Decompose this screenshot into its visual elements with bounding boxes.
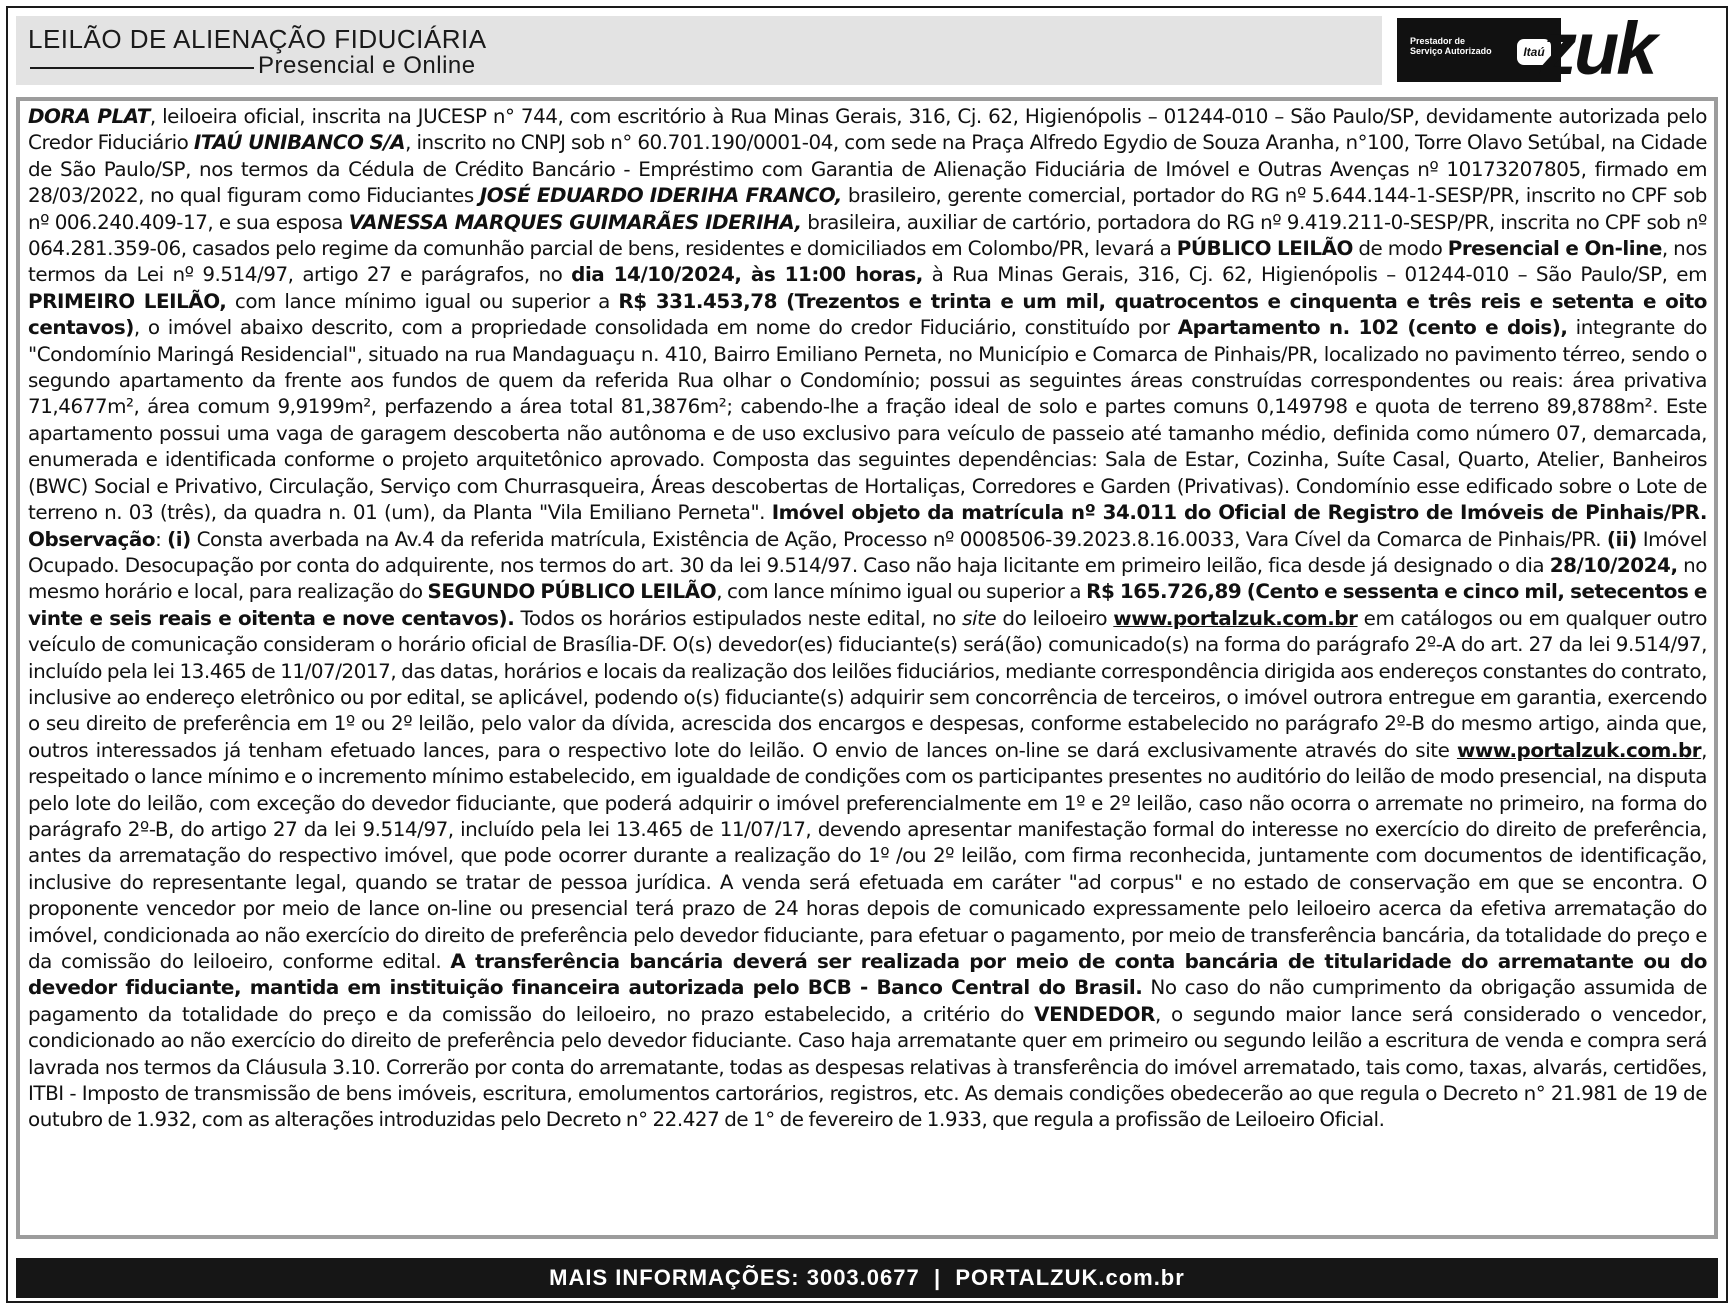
notice-segment: , nos termos da Lei nº 9.514/97, artigo 27 e parágrafos, no (28, 237, 1707, 287)
zuk-logo-text: zuk (1540, 7, 1655, 90)
notice-segment: com lance mínimo igual ou superior a (226, 289, 619, 313)
notice-segment: brasileira, auxiliar de cartório, portadora do RG nº 9.419.211-0-SESP/PR, inscrita no CPF sob nº 064.281.359-06, casados pelo regime da comunhão parcial de bens, residentes e domiciliados em Colombo/PR, levará a (28, 210, 1707, 261)
note-marker: (ii) (1606, 527, 1637, 551)
notice-segment: à Rua Minas Gerais, 316, Cj. 62, Higienópolis – 01244-010 – São Paulo/SP, em (922, 263, 1708, 287)
notice-segment: , leiloeira oficial, inscrita na JUCESP n° 744, com escritório à Rua Minas Gerais, 316, Cj. 62, Higienópolis – 01244-010 – São Paulo/SP, devidamente autorizada pelo Credor Fiduciário (28, 105, 1707, 155)
footer-contact-text: MAIS INFORMAÇÕES: 3003.0677 | PORTALZUK.com.br (549, 1265, 1185, 1290)
notice-emphasis: Presencial e On-line (1447, 237, 1662, 261)
logo-badge-text: Prestador de Serviço Autorizado (1410, 36, 1492, 56)
notice-segment: Todos os horários estipulados neste edital, no (514, 606, 963, 630)
page-title: LEILÃO DE ALIENAÇÃO FIDUCIÁRIA (28, 24, 487, 54)
notice-segment: , inscrito no CNPJ sob n° 60.701.190/0001-04, com sede na Praça Alfredo Egydio de Souza Aranha, n°100, Torre Olavo Setúbal, na Cidade de São Paulo/SP, nos termos da Cédula de Crédito Bancário - Empréstimo com Garantia de Alienação Fiduciária de Imóvel e Outras Avenças nº 10173207805, firmado em 28/03/2022, no qual figuram como Fiduciantes (28, 131, 1707, 208)
notice-segment: do leiloeiro (996, 606, 1114, 630)
itau-logo-icon: Itaú (1517, 39, 1551, 65)
notice-segment: no mesmo horário e local, para realização do (28, 553, 1707, 604)
auctioneer-name: DORA PLAT (28, 105, 150, 128)
notice-segment: de modo (1352, 237, 1448, 261)
first-minimum-bid: R$ 331.453,78 (Trezentos e trinta e um mil, quatrocentos e cinquenta e três reis e setenta e oito centavos) (28, 289, 1707, 340)
notice-segment: : (155, 527, 168, 551)
note-marker: (i) (167, 527, 191, 551)
notice-segment: Consta averbada na Av.4 da referida matrícula, Existência de Ação, Processo nº 0008506-39.2023.8.16.0033, Vara Cível da Comarca de Pinhais/PR. (190, 527, 1607, 551)
notice-emphasis: PRIMEIRO LEILÃO, (28, 289, 227, 313)
footer-bar (16, 1258, 1718, 1298)
notice-segment: , com lance mínimo igual ou superior a (716, 580, 1087, 604)
notice-segment: em catálogos ou em qualquer outro veículo de comunicação consideram o horário oficial de Brasília-DF. O(s) devedor(es) fiduciante(s) será(ão) comunicado(s) na forma do parágrafo 2º-A do art. 27 da lei 9.514/97, incluído pela lei 13.465 de 11/07/2017, das datas, horários e locais da realização dos leilões fiduciários, mediante correspondência dirigida aos endereços constantes do contrato, inclusive ao endereço eletrônico ou por edital, se aplicável, podendo o(s) fiduciante(s) adquirir sem concorrência de terceiros, o imóvel outrora entregue em garantia, exercendo o seu direito de preferência em 1º ou 2º leilão, pelo valor da dívida, acrescida dos encargos e despesas, conforme estabelecido no parágrafo 2º-B do mesmo artigo, ainda que, outros interessados já tenham efetuado lances, para o respectivo lote do leilão. O envio de lances on-line se dará exclusivamente através do site (28, 606, 1708, 762)
creditor-name: ITAÚ UNIBANCO S/A (193, 131, 406, 155)
notice-emphasis: VENDEDOR (1034, 1002, 1155, 1026)
second-minimum-bid: R$ 165.726,89 (Cento e sessenta e cinco mil, setecentos e vinte e seis reais e oitenta e nove centavos). (28, 580, 1707, 630)
notice-emphasis: SEGUNDO PÚBLICO LEILÃO (427, 580, 717, 604)
website-link[interactable]: www.portalzuk.com.br (1456, 738, 1702, 762)
notice-segment: , o segundo maior lance será considerado o vencedor, condicionado ao não exercício do direito de preferência pelo devedor fiduciante. Caso haja arrematante quer em primeiro ou segundo leilão a escritura de venda e compra será lavrada nos termos da Cláusula 3.10. Correrão por conta do arrematante, todas as despesas relativas à transferência do imóvel arrematado, tais como, taxas, alvarás, certidões, ITBI - Imposto de transmissão de bens imóveis, escritura, emolumentos cartorários, registros, etc. As demais condições obedecerão ao que regula o Decreto n° 21.981 de 19 de outubro de 1.932, com as alterações introduzidas pelo Decreto n° 22.427 de 1° de fevereiro de 1.933, que regula a profissão de Leiloeiro Oficial. (28, 1002, 1707, 1132)
second-auction-date: 28/10/2024, (1549, 553, 1678, 577)
notice-emphasis: PÚBLICO LEILÃO (1176, 237, 1353, 261)
transfer-requirement: A transferência bancária deverá ser realizada por meio de conta bancária de titularidade do arrematante ou do devedor fiduciante, mantida em instituição financeira autorizada pelo BCB - Banco Central do Brasil. (28, 950, 1707, 1000)
property-description: integrante do "Condomínio Maringá Residencial", situado na rua Mandaguaçu n. 410, Bairro Emiliano Perneta, no Município e Comarca de Pinhais/PR, localizado no pavimento térreo, sendo o segundo apartamento da frente aos fundos de quem da referida Rua olhar o Condomínio; possui as seguintes áreas construídas correspondentes ou reais: área privativa 71,4677m², área comum 9,9199m², perfazendo a área total 81,3876m²; cabendo-lhe a fração ideal de solo e partes comuns 0,149798 e quota de terreno 89,8788m². Este apartamento possui uma vaga de garagem descoberta não autônoma e de uso exclusivo para veículo de passeio até tamanho médio, definida como número 07, demarcada, enumerada e identificada conforme o projeto arquitetônico aprovado. Composta das seguintes dependências: Sala de Estar, Cozinha, Suíte Casal, Quarto, Atelier, Banheiros (BWC) Social e Privativo, Circulação, Serviço com Churrasqueira, Áreas descobertas de Hortaliças, Corredores e Garden (Privativas). Condomínio esse edificado sobre o Lote de terreno n. 03 (três), da quadra n. 01 (um), da Planta "Vila Emiliano Perneta". (28, 316, 1707, 525)
property-unit: Apartamento n. 102 (cento e dois), (1177, 316, 1568, 340)
spouse-name: VANESSA MARQUES GUIMARÃES IDERIHA, (348, 210, 802, 234)
notice-segment: , o imóvel abaixo descrito, com a propriedade consolidada em nome do credor Fiduciário, constituído por (133, 316, 1178, 340)
notice-segment: , respeitado o lance mínimo e o incremento mínimo estabelecido, em igualdade de condições com os participantes presentes no auditório do leilão de modo presencial, na disputa pelo lote do leilão, com exceção do devedor fiduciante, que poderá adquirir o imóvel preferencialmente em 1º e 2º leilão, caso não ocorra o arremate no primeiro, na forma do parágrafo 2º-B, do artigo 27 da lei 9.514/97, incluído pela lei 13.465 de 11/07/17, devendo apresentar manifestação formal do interesse no exercício do direito de preferência, antes da arrematação do respectivo imóvel, que pode ocorrer durante a realização do 1º /ou 2º leilão, com firma reconhecida, juntamente com documentos de identificação, inclusive do representante legal, quando se tratar de pessoa jurídica. A venda será efetuada em caráter "ad corpus" e no estado de conservação em que se encontra. O proponente vencedor por meio de lance on-line ou presencial terá prazo de 24 horas depois de comunicado expressamente pelo leiloeiro acerca da efetiva arrematação do imóvel, condicionada ao não exercício do direito de preferência pelo devedor fiduciante, para efetuar o pagamento, por meio de transferência bancária, da totalidade do preço e da comissão do leiloeiro, conforme edital. (28, 738, 1707, 973)
registry-reference: Imóvel objeto da matrícula nº 34.011 do Oficial de Registro de Imóveis de Pinhais/PR. Observação (28, 501, 1707, 551)
notice-italic: site (962, 606, 997, 630)
debtor-name: JOSÉ EDUARDO IDERIHA FRANCO, (479, 184, 842, 208)
first-auction-date: dia 14/10/2024, às 11:00 horas, (571, 263, 923, 287)
notice-segment: No caso do não cumprimento da obrigação assumida de pagamento da totalidade do preço e da comissão do leiloeiro, no prazo estabelecido, a critério do (28, 976, 1707, 1026)
notice-segment: brasileiro, gerente comercial, portador do RG nº 5.644.144-1-SESP/PR, inscrito no CPF sob nº 006.240.409-17, e sua esposa (28, 184, 1707, 234)
page-subtitle: Presencial e Online (258, 52, 476, 79)
website-link[interactable]: www.portalzuk.com.br (1113, 606, 1358, 630)
header-divider (30, 67, 254, 69)
notice-segment: Imóvel Ocupado. Desocupação por conta do adquirente, nos termos do art. 30 da lei 9.514/97. Caso não haja licitante em primeiro leilão, fica desde já designado o dia (28, 527, 1707, 577)
notice-text (28, 104, 1707, 1134)
